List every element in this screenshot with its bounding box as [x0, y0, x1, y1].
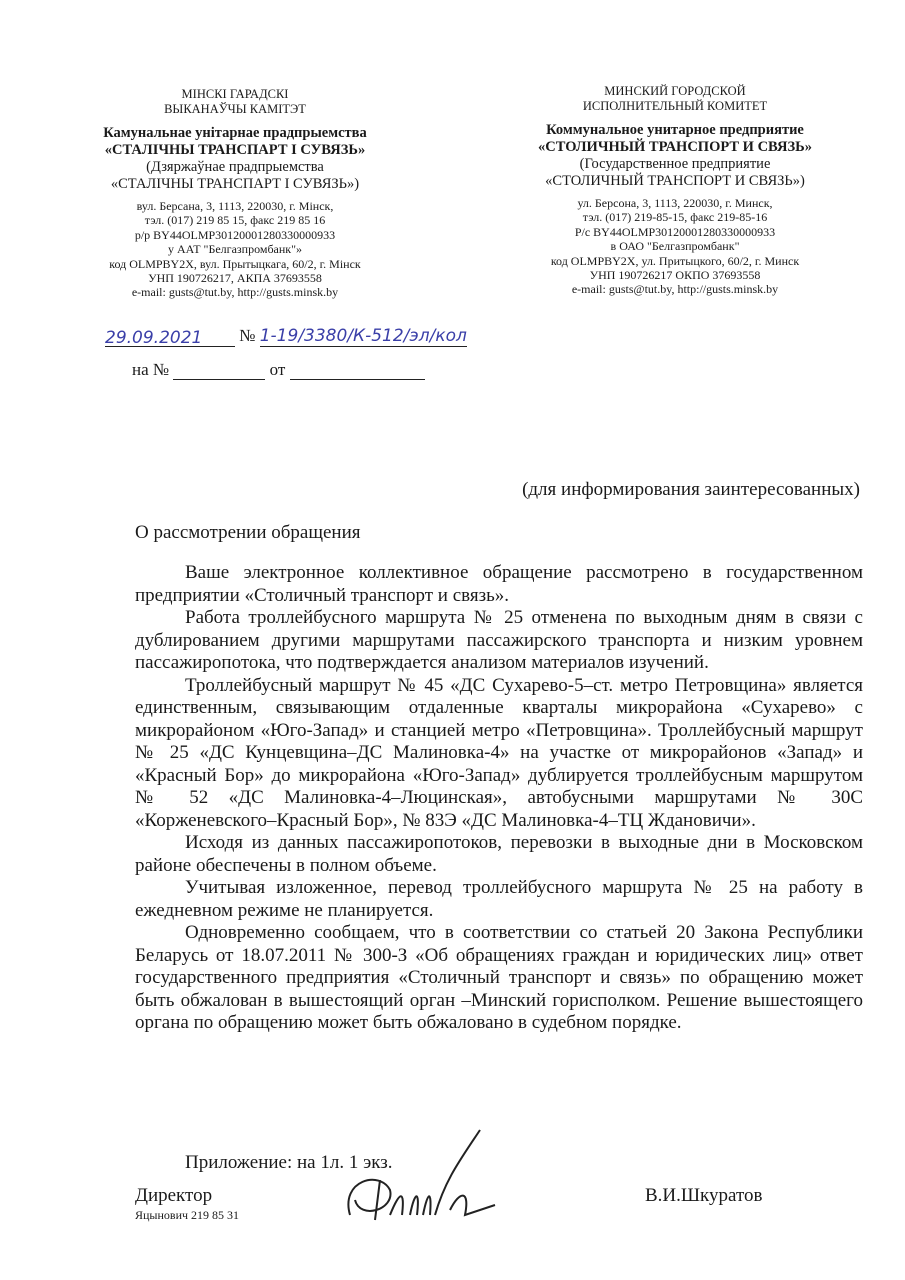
gov-line: МИНСКИЙ ГОРОДСКОЙ — [604, 84, 746, 98]
from-label: от — [269, 360, 286, 379]
gov-line: МІНСКІ ГАРАДСКІ — [181, 87, 289, 101]
paragraph: Учитывая изложенное, перевод троллейбусного маршрута № 25 на работу в ежедневном режиме не планируется. — [135, 877, 863, 921]
gov-line: ВЫКАНАЎЧЫ КАМІТЭТ — [164, 101, 306, 116]
address-line: ул. Берсона, 3, 1113, 220030, г. Минск, — [577, 195, 773, 210]
org-line: Камунальнае унітарнае прадпрыемства — [103, 124, 367, 141]
paragraph: Работа троллейбусного маршрута № 25 отменена по выходным дням в связи с дублированием другими маршрутами пассажирского транспорта и низким уровнем пассажиропотока, что подтверждается анализом материалов изучений. — [135, 607, 863, 673]
date-handwritten: 29.09.2021 — [105, 328, 235, 347]
number-handwritten: 1-19/3380/К-512/эл/кол — [259, 326, 467, 346]
header-russian — [520, 84, 830, 297]
address-line: код OLMPBY2X, вул. Прытыцкага, 60/2, г. Мінск — [109, 256, 361, 271]
attachment-note: Приложение: на 1л. 1 экз. — [185, 1152, 393, 1173]
address-line: e-mail: gusts@tut.by, http://gusts.minsk.by — [571, 282, 779, 297]
signer-name: В.И.Шкуратов — [645, 1185, 763, 1206]
outgoing-reference — [105, 326, 467, 347]
address-line: УНП 190726217, АКПА 37693558 — [148, 270, 322, 285]
address-line: тэл. (017) 219 85 15, факс 219 85 16 — [144, 213, 326, 228]
subject: О рассмотрении обращения — [135, 522, 361, 543]
paragraph: Троллейбусный маршрут № 45 «ДС Сухарево-5–ст. метро Петровщина» является единственным, связывающим отдаленные кварталы микрорайона «Сухарево» с микрорайоном «Юго-Запад» и станцией метро «Петровщина». Троллейбусный маршрут № 25 «ДС Кунцевщина–ДС Малиновка-4» на участке от микрорайонов «Запад» и «Красный Бор» до микрорайона «Юго-Запад» дублируется троллейбусным маршрутом № 52 «ДС Малиновка-4–Люцинская», автобусными маршрутами № 30С «Корженевского–Красный Бор», № 83Э «ДС Малиновка-4–ТЦ Ждановичи». — [135, 674, 863, 831]
address-line: тэл. (017) 219-85-15, факс 219-85-16 — [582, 210, 768, 225]
reply-number-blank — [173, 361, 265, 380]
address-line: УНП 190726217 ОКПО 37693558 — [589, 267, 761, 282]
address-line: вул. Берсана, 3, 1113, 220030, г. Мінск, — [136, 198, 334, 213]
header-belarusian — [100, 87, 370, 300]
paragraph: Одновременно сообщаем, что в соответствии со статьей 20 Закона Республики Беларусь от 18.07.2011 № 300-З «Об обращениях граждан и юридических лиц» ответ государственного предприятия «Столичный транспорт и связь» по обращению может быть обжалован в вышестоящий орган –Минский горисполком. Решение вышестоящего органа по обращению может быть обжаловано в судебном порядке. — [135, 922, 863, 1033]
org-sub-line: «СТОЛИЧНЫЙ ТРАНСПОРТ И СВЯЗЬ») — [545, 172, 805, 189]
incoming-reference — [132, 360, 425, 380]
address-line: в ОАО "Белгазпромбанк" — [610, 239, 740, 254]
paragraph: Ваше электронное коллективное обращение рассмотрено в государственном предприятии «Столичный транспорт и связь». — [135, 562, 863, 606]
address-line: у ААТ "Белгазпромбанк"» — [167, 242, 303, 257]
org-sub-line: (Дзяржаўнае прадпрыемства — [146, 158, 324, 175]
org-sub-line: (Государственное предприятие — [579, 155, 771, 172]
reply-date-blank — [290, 361, 425, 380]
paragraph: Исходя из данных пассажиропотоков, перевозки в выходные дни в Московском районе обеспечены в полном объеме. — [135, 832, 863, 876]
signer-position: Директор — [135, 1185, 213, 1206]
org-line: Коммунальное унитарное предприятие — [546, 121, 804, 138]
reply-label: на № — [132, 360, 170, 379]
executor-contact: Яцынович 219 85 31 — [135, 1208, 240, 1222]
addressee: (для информирования заинтересованных) — [522, 479, 860, 500]
org-line: «СТАЛІЧНЫ ТРАНСПАРТ І СУВЯЗЬ» — [104, 141, 366, 158]
address-line: e-mail: gusts@tut.by, http://gusts.minsk.by — [131, 285, 339, 300]
gov-line: ИСПОЛНИТЕЛЬНЫЙ КОМИТЕТ — [582, 98, 768, 113]
address-line: Р/с BY44OLMP30120001280330000933 — [574, 224, 776, 239]
letter-body — [135, 562, 863, 1035]
org-sub-line: «СТАЛІЧНЫ ТРАНСПАРТ І СУВЯЗЬ») — [110, 175, 360, 192]
address-line: код OLMPBY2X, ул. Притыцкого, 60/2, г. Минск — [550, 253, 800, 268]
org-line: «СТОЛИЧНЫЙ ТРАНСПОРТ И СВЯЗЬ» — [538, 138, 812, 155]
signature-image — [320, 1120, 520, 1250]
address-line: р/р BY44OLMP30120001280330000933 — [134, 227, 336, 242]
number-label: № — [239, 326, 256, 345]
